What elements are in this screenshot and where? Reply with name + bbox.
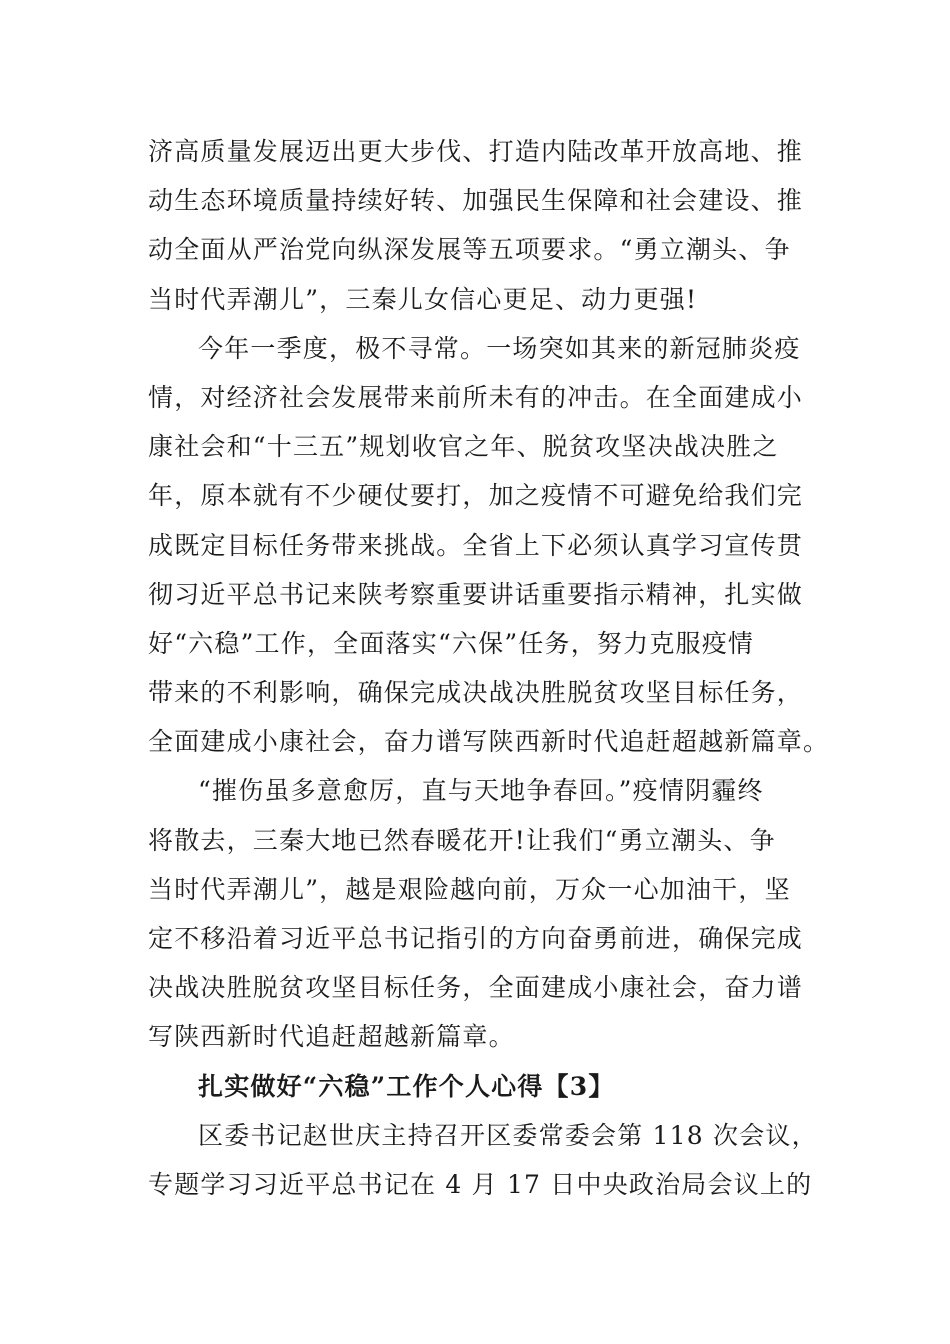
paragraph-2-line-6: 彻习近平总书记来陕考察重要讲话重要指示精神，扎实做 xyxy=(148,579,804,609)
paragraph-2-line-8: 带来的不利影响，确保完成决战决胜脱贫攻坚目标任务， xyxy=(148,678,804,708)
paragraph-3-line-1: “摧伤虽多意愈厉，直与天地争春回。”疫情阴霾终 xyxy=(198,776,764,806)
paragraph-3-line-4: 定不移沿着习近平总书记指引的方向奋勇前进，确保完成 xyxy=(148,924,804,953)
section-heading: 扎实做好“六稳”工作个人心得【3】 xyxy=(198,1071,615,1101)
paragraph-2-line-2: 情，对经济社会发展带来前所未有的冲击。在全面建成小 xyxy=(148,382,804,412)
paragraph-1-line-3: 动全面从严治党向纵深发展等五项要求。“勇立潮头、争 xyxy=(148,235,791,265)
paragraph-3-line-6: 写陕西新时代追赶超越新篇章。 xyxy=(148,1022,515,1052)
paragraph-1-line-2: 动生态环境质量持续好转、加强民生保障和社会建设、推 xyxy=(148,186,804,216)
paragraph-2-line-1: 今年一季度，极不寻常。一场突如其来的新冠肺炎疫 xyxy=(198,333,801,363)
paragraph-4-line-1: 区委书记赵世庆主持召开区委常委会第 118 次会议， xyxy=(198,1120,818,1150)
paragraph-2-line-7: 好“六稳”工作，全面落实“六保”任务，努力克服疫情 xyxy=(148,628,755,658)
paragraph-4-line-2: 专题学习习近平总书记在 4 月 17 日中央政治局会议上的 xyxy=(148,1169,813,1199)
paragraph-1-line-4: 当时代弄潮儿”，三秦儿女信心更足、动力更强! xyxy=(148,284,698,314)
paragraph-2-line-4: 年，原本就有不少硬仗要打，加之疫情不可避免给我们完 xyxy=(148,481,804,511)
document-body xyxy=(148,127,830,1209)
paragraph-1-line-1: 济高质量发展迈出更大步伐、打造内陆改革开放高地、推 xyxy=(148,137,804,166)
paragraph-3-line-2: 将散去，三秦大地已然春暖花开!让我们“勇立潮头、争 xyxy=(148,825,776,855)
paragraph-2-line-5: 成既定目标任务带来挑战。全省上下必须认真学习宣传贯 xyxy=(148,530,804,560)
paragraph-3-line-5: 决战决胜脱贫攻坚目标任务，全面建成小康社会，奋力谱 xyxy=(148,973,804,1003)
paragraph-2-line-9: 全面建成小康社会，奋力谱写陕西新时代追赶超越新篇章。 xyxy=(148,727,830,757)
paragraph-3-line-3: 当时代弄潮儿”，越是艰险越向前，万众一心加油干，坚 xyxy=(148,874,791,904)
paragraph-2-line-3: 康社会和“十三五”规划收官之年、脱贫攻坚决战决胜之 xyxy=(148,432,779,462)
